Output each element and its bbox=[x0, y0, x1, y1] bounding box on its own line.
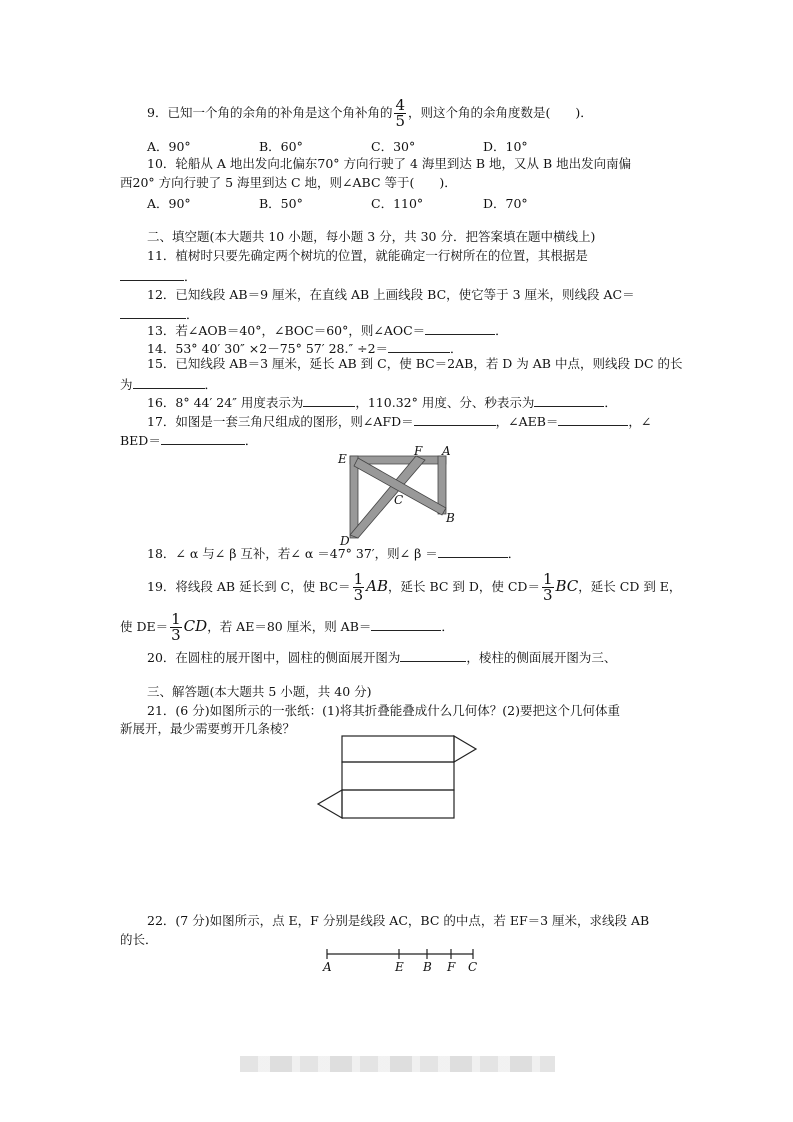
label-f: F bbox=[447, 960, 456, 974]
q21-line1: 21．(6 分)如图所示的一张纸：(1)将其折叠能叠成什么几何体？(2)要把这个几何体重 bbox=[147, 703, 620, 718]
q15-text: 为 bbox=[120, 377, 133, 392]
q11-line2 bbox=[120, 268, 197, 285]
q19-var-bc: BC bbox=[555, 577, 579, 595]
q16-blank-2[interactable] bbox=[534, 394, 604, 407]
q21-line2: 新展开，最少需要剪开几条棱？ bbox=[120, 721, 296, 736]
q17-text-d: BED＝ bbox=[120, 433, 161, 448]
q19-end: ． bbox=[441, 619, 454, 634]
q13-blank[interactable] bbox=[425, 322, 495, 335]
q18-end: ． bbox=[507, 546, 521, 561]
q22-line1: 22．(7 分)如图所示，点 E，F 分别是线段 AC，BC 的中点，若 EF＝3 厘米，求线段 AB bbox=[147, 913, 650, 928]
q9-option-a: A．90° bbox=[147, 139, 191, 154]
q14-blank[interactable] bbox=[388, 340, 450, 353]
q19-f1-den: 3 bbox=[353, 586, 364, 604]
q17-end: ． bbox=[244, 433, 258, 448]
q9-text-b: ，则这个角的余角度数是( )． bbox=[408, 105, 593, 120]
q15-line1: 15．已知线段 AB＝3 厘米，延长 AB 到 C，使 BC＝2AB，若 D 为 AB 中点，则线段 DC 的长 bbox=[147, 356, 683, 371]
q19-fraction-1 bbox=[353, 572, 365, 603]
label-a: A bbox=[442, 444, 451, 458]
q10-option-d: D．70° bbox=[483, 196, 528, 211]
q20-text-a: 20．在圆柱的展开图中，圆柱的侧面展开图为 bbox=[147, 650, 401, 665]
label-b: B bbox=[423, 960, 432, 974]
q15-blank[interactable] bbox=[133, 376, 205, 389]
q14-end: ． bbox=[450, 341, 463, 356]
q19-fraction-2 bbox=[542, 572, 554, 603]
q13-text: 13．若∠AOB＝40°，∠BOC＝60°，则∠AOC＝ bbox=[147, 323, 426, 338]
q22-line2: 的长． bbox=[120, 932, 158, 947]
q16-text-b: ，110.32° 用度、分、秒表示为 bbox=[355, 395, 535, 410]
label-e: E bbox=[338, 452, 347, 466]
set-square-left-bar bbox=[350, 456, 358, 538]
label-d: D bbox=[340, 534, 350, 547]
label-c: C bbox=[394, 493, 404, 507]
blurred-footer bbox=[240, 1056, 555, 1072]
q10-line2: 西20° 方向行驶了 5 海里到达 C 地，则∠ABC 等于( )． bbox=[120, 175, 457, 190]
q11-end: ． bbox=[184, 269, 197, 284]
q19-var-ab: AB bbox=[366, 577, 388, 595]
label-a: A bbox=[323, 960, 332, 974]
q18-blank[interactable] bbox=[438, 545, 508, 558]
q16-blank-1[interactable] bbox=[303, 394, 355, 407]
q14-text: 14．53° 40′ 30″ ×2－75° 57′ 28.″ ÷2＝ bbox=[147, 341, 389, 356]
q9-frac-num: 4 bbox=[395, 96, 406, 114]
q19-f3-den: 3 bbox=[171, 626, 181, 644]
net-triangle-left bbox=[318, 790, 342, 818]
q19-f3-num: 1 bbox=[171, 610, 181, 628]
q20-blank[interactable] bbox=[400, 649, 466, 662]
q19-f1-num: 1 bbox=[353, 570, 364, 588]
q10-line1: 10．轮船从 A 地出发向北偏东70° 方向行驶了 4 海里到达 B 地，又从 B 地出发向南偏 bbox=[147, 156, 632, 171]
q11-line1: 11．植树时只要先确定两个树坑的位置，就能确定一行树所在的位置，其根据是 bbox=[147, 248, 588, 263]
q14-line bbox=[147, 340, 463, 357]
q19-text-e: ，若 AE＝80 厘米，则 AB＝ bbox=[207, 619, 372, 634]
q17-text-b: ，∠AEB＝ bbox=[495, 414, 559, 429]
q16-line bbox=[147, 394, 617, 411]
q19-text-b: ，延长 BC 到 D，使 CD＝ bbox=[387, 579, 540, 594]
q17-text-c: ，∠ bbox=[628, 414, 652, 429]
q19-line2 bbox=[120, 612, 454, 643]
q9-text-a: 9．已知一个角的余角的补角是这个角补角的 bbox=[147, 105, 393, 120]
net-rect-1 bbox=[342, 736, 454, 762]
figure-prism-net bbox=[310, 730, 485, 825]
q9-frac-den: 5 bbox=[395, 112, 406, 130]
net-rect-3 bbox=[342, 790, 454, 818]
q10-option-a: A．90° bbox=[147, 196, 191, 211]
q17-text-a: 17．如图是一套三角尺组成的图形，则∠AFD＝ bbox=[147, 414, 414, 429]
q19-var-cd: CD bbox=[183, 617, 208, 635]
label-f: F bbox=[414, 444, 423, 458]
q9-fraction bbox=[394, 98, 406, 129]
figure-segment bbox=[315, 945, 485, 975]
q13-line bbox=[147, 322, 508, 339]
q17-line2 bbox=[120, 432, 257, 449]
q12-blank[interactable] bbox=[120, 306, 186, 319]
q9-line bbox=[147, 98, 593, 129]
q20-line bbox=[147, 649, 616, 666]
q19-fraction-3 bbox=[170, 612, 182, 643]
figure-set-squares bbox=[330, 442, 470, 547]
section-solution-heading: 三、解答题(本大题共 5 小题，共 40 分) bbox=[147, 684, 372, 699]
q20-text-b: ，棱柱的侧面展开图为三、 bbox=[466, 650, 617, 665]
q9-option-d: D．10° bbox=[483, 139, 528, 154]
label-c: C bbox=[468, 960, 478, 974]
q10-option-b: B．50° bbox=[259, 196, 303, 211]
q9-option-b: B．60° bbox=[259, 139, 303, 154]
q18-line bbox=[147, 545, 520, 562]
q17-blank-3[interactable] bbox=[161, 432, 245, 445]
q17-blank-2[interactable] bbox=[558, 413, 628, 426]
q19-blank[interactable] bbox=[371, 618, 441, 631]
q15-line2 bbox=[120, 376, 217, 393]
q16-end: ． bbox=[604, 395, 617, 410]
q19-text-a: 19．将线段 AB 延长到 C，使 BC＝ bbox=[147, 579, 351, 594]
q19-text-c: ，延长 CD 到 E， bbox=[578, 579, 682, 594]
q11-blank[interactable] bbox=[120, 268, 184, 281]
q18-text: 18．∠ α 与∠ β 互补，若∠ α ＝47° 37′，则∠ β ＝ bbox=[147, 546, 438, 561]
label-b: B bbox=[446, 511, 455, 525]
q12-line1: 12．已知线段 AB＝9 厘米，在直线 AB 上画线段 BC，使它等于 3 厘米，则线段 AC＝ bbox=[147, 287, 635, 302]
q19-f2-num: 1 bbox=[542, 570, 553, 588]
q12-line2 bbox=[120, 306, 199, 323]
q16-text-a: 16．8° 44′ 24″ 用度表示为 bbox=[147, 395, 304, 410]
section-fill-in-heading: 二、填空题(本大题共 10 小题，每小题 3 分，共 30 分．把答案填在题中横线上) bbox=[147, 229, 596, 244]
label-e: E bbox=[395, 960, 404, 974]
net-triangle-right bbox=[454, 736, 476, 762]
net-rect-2 bbox=[342, 762, 454, 790]
q19-text-d: 使 DE＝ bbox=[120, 619, 169, 634]
q17-line1 bbox=[147, 413, 651, 430]
q19-f2-den: 3 bbox=[542, 586, 553, 604]
q10-option-c: C．110° bbox=[371, 196, 424, 211]
q15-end: ． bbox=[204, 377, 218, 392]
q12-end: ． bbox=[186, 307, 199, 322]
q13-end: ． bbox=[495, 323, 508, 338]
q9-option-c: C．30° bbox=[371, 139, 416, 154]
q19-line1 bbox=[147, 572, 681, 603]
q17-blank-1[interactable] bbox=[414, 413, 496, 426]
